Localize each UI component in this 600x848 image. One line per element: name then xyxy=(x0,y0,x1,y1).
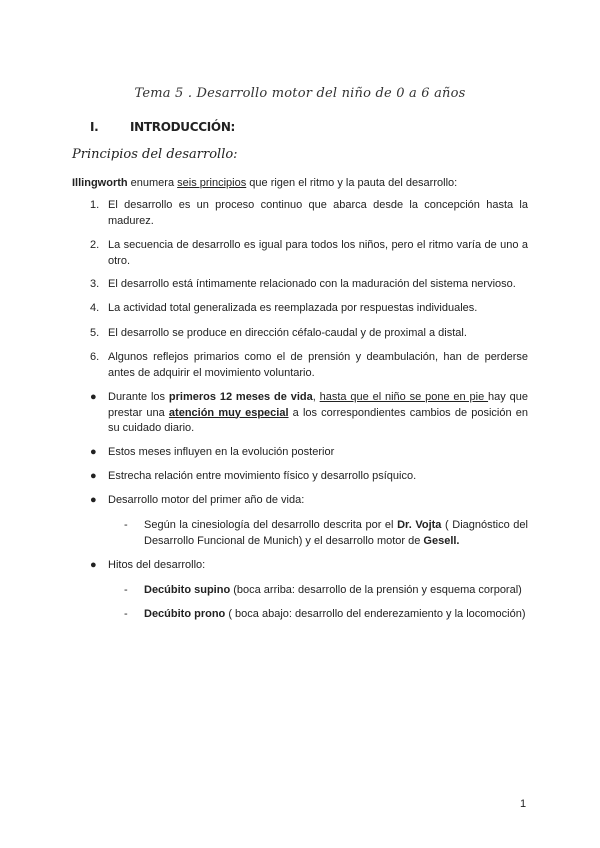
bullet-marker: ● xyxy=(90,391,97,403)
list-item xyxy=(90,277,528,293)
bullet-text: Hitos del desarrollo: xyxy=(108,559,206,571)
bullet-text-part: hay que prestar una xyxy=(108,391,528,419)
list-item-text: Algunos reflejos primarios como el de prensión y deambulación, han de perderse antes de adquirir el movimiento voluntario. xyxy=(108,351,528,379)
list-item-text: El desarrollo está íntimamente relacionado con la maduración del sistema nervioso. xyxy=(108,278,516,290)
bullet-bold: primeros 12 meses de vida xyxy=(168,391,313,403)
bullet-marker: ● xyxy=(90,559,97,571)
page-number: 1 xyxy=(520,798,527,810)
sub-bold: Dr. Vojta xyxy=(397,519,442,531)
sub-text-part: ( Diagnóstico del Desarrollo Funcional de Munich) y el desarrollo motor de xyxy=(144,519,528,547)
bullet-item xyxy=(90,493,528,509)
bullet-bold-underlined: atención muy especial xyxy=(168,406,289,419)
subheading: Principios del desarrollo: xyxy=(72,147,238,162)
list-item-text: La actividad total generalizada es reemplazada por respuestas individuales. xyxy=(108,302,478,314)
list-item xyxy=(90,238,528,269)
section-label: INTRODUCCIÓN: xyxy=(130,120,236,134)
sub-text-part: Según la cinesiología del desarrollo descrita por el xyxy=(144,519,398,531)
bullet-marker: ● xyxy=(90,446,97,458)
intro-author: Illingworth xyxy=(72,177,128,189)
list-marker: 3. xyxy=(90,278,100,290)
dash-marker: - xyxy=(124,519,128,531)
bullet-marker: ● xyxy=(90,470,97,482)
sub-bold: Gesell. xyxy=(423,534,460,547)
sub-bold: Decúbito prono xyxy=(144,608,226,620)
page-title: Tema 5 . Desarrollo motor del niño de 0 a 6 años xyxy=(134,86,466,101)
sub-text-part: ( boca abajo: desarrollo del enderezamiento y la locomoción) xyxy=(225,608,526,620)
section-heading xyxy=(90,120,235,134)
bullet-text: Estrecha relación entre movimiento físico y desarrollo psíquico. xyxy=(108,470,417,482)
list-item xyxy=(90,198,528,229)
list-item-text: El desarrollo se produce en dirección céfalo-caudal y de proximal a distal. xyxy=(108,327,467,339)
bullet-text-part: a los correspondientes cambios de posición en su cuidado diario. xyxy=(108,406,528,434)
sub-item-text xyxy=(144,583,528,599)
bullet-item xyxy=(90,558,528,574)
sub-bold: Decúbito supino xyxy=(144,584,231,596)
intro-underlined: seis principios xyxy=(177,177,247,189)
dash-marker: - xyxy=(124,584,128,596)
bullet-underlined: hasta que el niño se pone en pie xyxy=(319,391,489,403)
intro-paragraph xyxy=(72,176,532,190)
intro-text: enumera xyxy=(127,177,178,189)
list-marker: 2. xyxy=(90,239,100,251)
section-number: I. xyxy=(90,120,99,134)
list-marker: 6. xyxy=(90,351,100,363)
bullet-text-part: , xyxy=(312,391,320,403)
sub-text-part: (boca arriba: desarrollo de la prensión y esquema corporal) xyxy=(230,584,522,596)
intro-text-end: que rigen el ritmo y la pauta del desarrollo: xyxy=(246,177,458,189)
sub-item-text xyxy=(144,518,528,549)
bullet-item xyxy=(90,469,528,485)
bullet-item xyxy=(90,445,528,461)
bullet-text-part: Durante los xyxy=(108,391,169,403)
list-item xyxy=(90,326,528,342)
list-item-text: La secuencia de desarrollo es igual para todos los niños, pero el ritmo varía de uno a otro. xyxy=(108,239,528,267)
sub-item xyxy=(124,518,528,549)
sub-item xyxy=(124,583,528,599)
list-marker: 5. xyxy=(90,327,100,339)
list-item xyxy=(90,350,528,381)
bullet-marker: ● xyxy=(90,494,97,506)
sub-item xyxy=(124,607,528,623)
sub-item-text xyxy=(144,607,528,623)
bullet-text: Desarrollo motor del primer año de vida: xyxy=(108,494,305,506)
list-item xyxy=(90,301,528,317)
list-item-text: El desarrollo es un proceso continuo que abarca desde la concepción hasta la madurez. xyxy=(108,199,528,227)
list-marker: 1. xyxy=(90,199,100,211)
bullet-item xyxy=(90,390,528,437)
dash-marker: - xyxy=(124,608,128,620)
bullet-text xyxy=(108,390,528,437)
bullet-text: Estos meses influyen en la evolución posterior xyxy=(108,446,335,458)
list-marker: 4. xyxy=(90,302,100,314)
